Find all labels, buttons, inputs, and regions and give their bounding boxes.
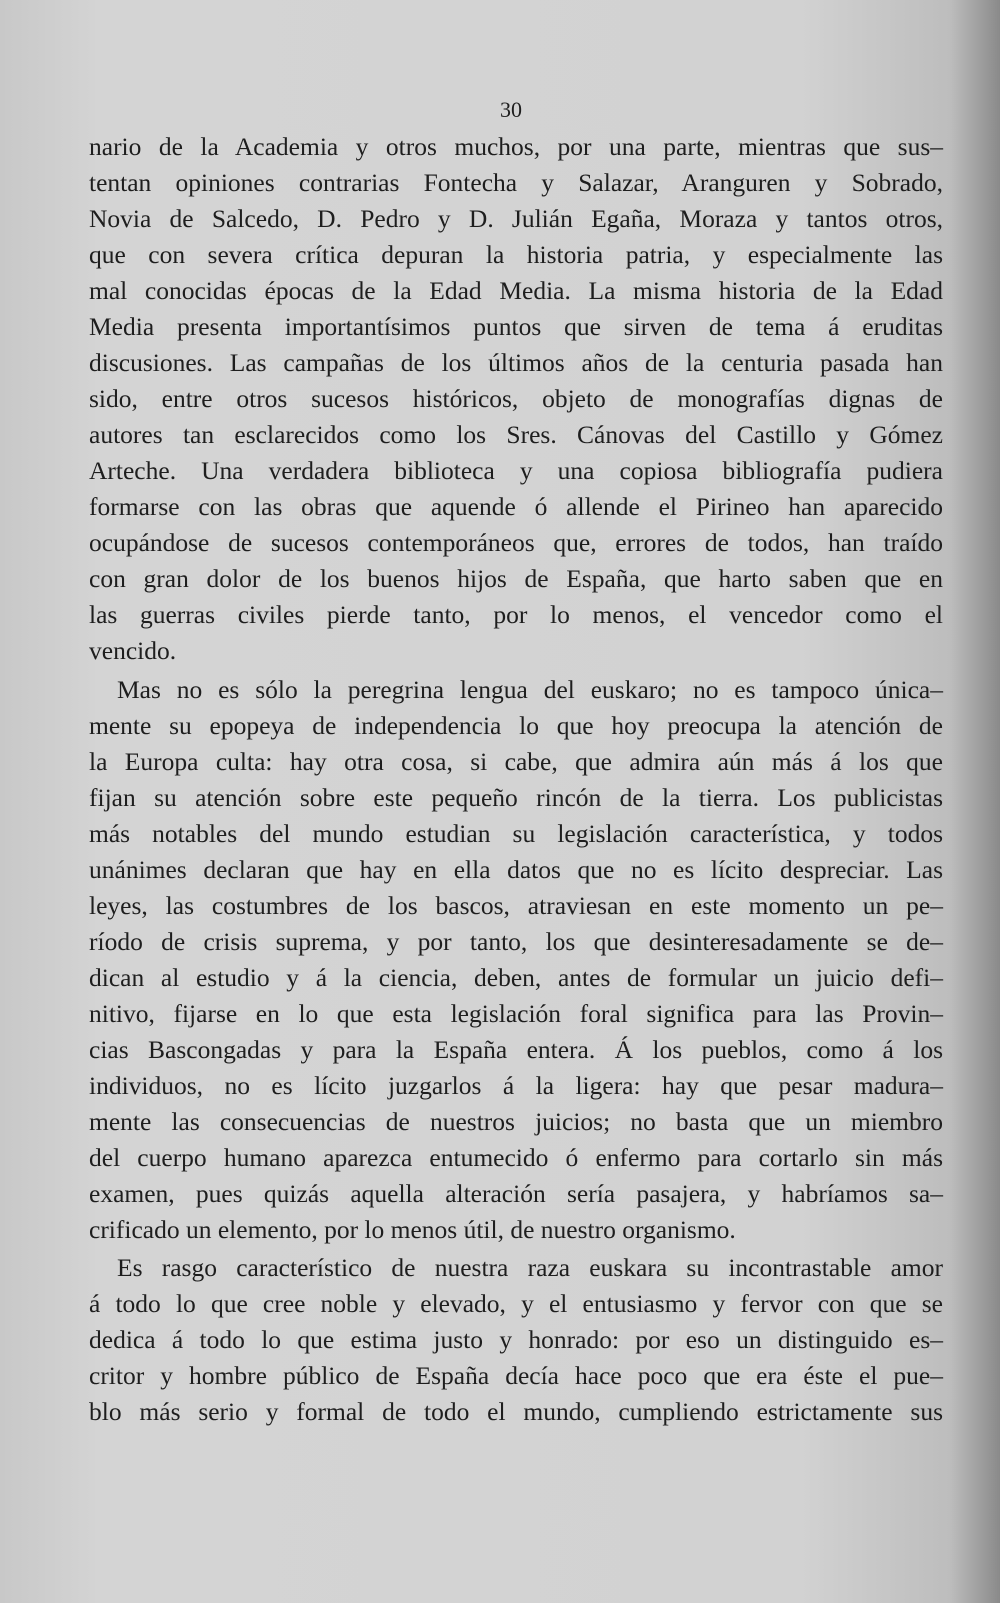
text-line: las guerras civiles pierde tanto, por lo menos, el vencedor como el (89, 600, 943, 629)
text-line: discusiones. Las campañas de los últimos años de la centuria pasada han (89, 348, 943, 377)
text-line: nitivo, fijarse en lo que esta legislación foral significa para las Provin– (89, 999, 943, 1028)
text-line: que con severa crítica depuran la historia patria, y especialmente las (89, 240, 943, 269)
text-line: critor y hombre público de España decía hace poco que era éste el pue– (89, 1361, 943, 1390)
text-line: individuos, no es lícito juzgarlos á la ligera: hay que pesar madura– (89, 1071, 943, 1100)
text-line: cias Bascongadas y para la España entera. Á los pueblos, como á los (89, 1035, 943, 1064)
text-line: la Europa culta: hay otra cosa, si cabe, que admira aún más á los que (89, 747, 943, 776)
text-line: á todo lo que cree noble y elevado, y el entusiasmo y fervor con que se (89, 1289, 943, 1318)
text-line: Novia de Salcedo, D. Pedro y D. Julián Egaña, Moraza y tantos otros, (89, 204, 943, 233)
text-line: del cuerpo humano aparezca entumecido ó enfermo para cortarlo sin más (89, 1143, 943, 1172)
text-line: blo más serio y formal de todo el mundo, cumpliendo estrictamente sus (89, 1397, 943, 1426)
text-line: mente su epopeya de independencia lo que hoy preocupa la atención de (89, 711, 943, 740)
text-line: con gran dolor de los buenos hijos de España, que harto saben que en (89, 564, 943, 593)
text-line: mente las consecuencias de nuestros juicios; no basta que un miembro (89, 1107, 943, 1136)
text-line: leyes, las costumbres de los bascos, atraviesan en este momento un pe– (89, 891, 943, 920)
text-line: tentan opiniones contrarias Fontecha y Salazar, Aranguren y Sobrado, (89, 168, 943, 197)
text-line: fijan su atención sobre este pequeño rincón de la tierra. Los publicistas (89, 783, 943, 812)
text-line: examen, pues quizás aquella alteración sería pasajera, y habríamos sa– (89, 1179, 943, 1208)
text-line: autores tan esclarecidos como los Sres. Cánovas del Castillo y Gómez (89, 420, 943, 449)
text-line: Es rasgo característico de nuestra raza euskara su incontrastable amor (117, 1253, 943, 1282)
text-line: crificado un elemento, por lo menos útil, de nuestro organismo. (89, 1215, 736, 1244)
text-line: ocupándose de sucesos contemporáneos que, errores de todos, han traído (89, 528, 943, 557)
text-line: más notables del mundo estudian su legislación característica, y todos (89, 819, 943, 848)
text-line: Mas no es sólo la peregrina lengua del euskaro; no es tampoco única– (117, 675, 943, 704)
text-line: vencido. (89, 636, 177, 665)
text-line: sido, entre otros sucesos históricos, objeto de monografías dignas de (89, 384, 943, 413)
text-line: unánimes declaran que hay en ella datos que no es lícito despreciar. Las (89, 855, 943, 884)
text-line: mal conocidas épocas de la Edad Media. La misma historia de la Edad (89, 276, 943, 305)
text-line: ríodo de crisis suprema, y por tanto, los que desinteresadamente se de– (89, 927, 943, 956)
text-line: formarse con las obras que aquende ó allende el Pirineo han aparecido (89, 492, 943, 521)
text-line: Arteche. Una verdadera biblioteca y una copiosa bibliografía pudiera (89, 456, 943, 485)
text-line: dican al estudio y á la ciencia, deben, antes de formular un juicio defi– (89, 963, 943, 992)
page-number: 30 (500, 97, 522, 122)
text-line: nario de la Academia y otros muchos, por una parte, mientras que sus– (89, 132, 943, 161)
text-line: Media presenta importantísimos puntos que sirven de tema á eruditas (89, 312, 943, 341)
text-line: dedica á todo lo que estima justo y honrado: por eso un distinguido es– (89, 1325, 943, 1354)
